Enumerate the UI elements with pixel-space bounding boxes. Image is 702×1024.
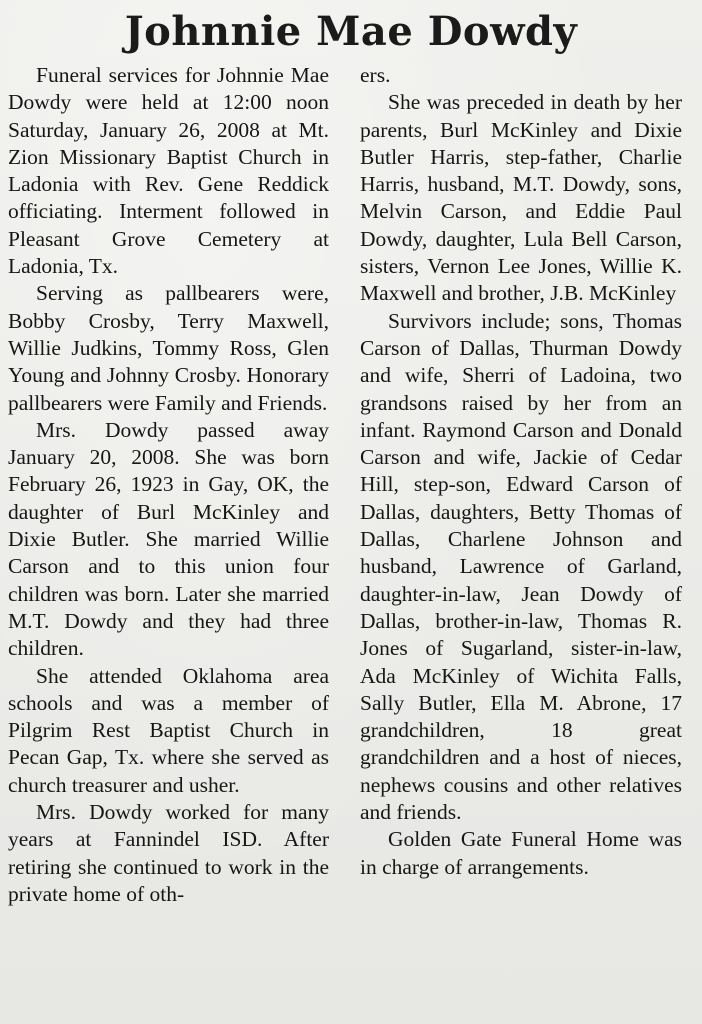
obituary-headline: Johnnie Mae Dowdy xyxy=(124,8,578,55)
paragraph-church-membership: She attended Oklahoma area schools and was a member of Pilgrim Rest Baptist Church in Pecan Gap, Tx. where she served as church treasurer and usher. xyxy=(8,663,329,797)
right-column xyxy=(360,62,682,881)
paragraph-biography: Mrs. Dowdy passed away January 20, 2008. She was born February 26, 1923 in Gay, OK, the daughter of Burl McKinley and Dixie Butler. She married Willie Carson and to this union four children was born. Later she married M.T. Dowdy and they had three children. xyxy=(8,417,329,661)
paragraph-survivors: Survivors include; sons, Thomas Carson of Dallas, Thurman Dowdy and wife, Sherri of Ladoina, two grandsons raised by her from an infant. Raymond Carson and Donald Carson and wife, Jackie of Cedar Hill, step-son, Edward Carson of Dallas, daughters, Betty Thomas of Dallas, Charlene Johnson and husband, Lawrence of Garland, daughter-in-law, Jean Dowdy of Dallas, brother-in-law, Thomas R. Jones of Sugarland, sister-in-law, Ada McKinley of Wichita Falls, Sally Butler, Ella M. Abrone, 17 grandchildren, 18 great grandchildren and a host of nieces, nephews cousins and other relatives and friends. xyxy=(360,308,682,825)
paragraph-pallbearers: Serving as pallbearers were, Bobby Crosby, Terry Maxwell, Willie Judkins, Tommy Ross, Glen Young and Johnny Crosby. Honorary pallbearers were Family and Friends. xyxy=(8,281,329,415)
paragraph-preceded-in-death: She was preceded in death by her parents, Burl McKinley and Dixie Butler Harris, step-father, Charlie Harris, husband, M.T. Dowdy, sons, Melvin Carson, and Eddie Paul Dowdy, daughter, Lula Bell Carson, sisters, Vernon Lee Jones, Willie K. Maxwell and brother, J.B. McKinley xyxy=(360,90,682,306)
left-column xyxy=(8,62,329,908)
paragraph-arrangements: Golden Gate Funeral Home was in charge of arrangements. xyxy=(360,827,682,879)
paragraph-funeral-services: Funeral services for Johnnie Mae Dowdy were held at 12:00 noon Saturday, January 26, 2008 at Mt. Zion Missionary Baptist Church in Ladonia with Rev. Gene Reddick officiating. Interment followed in Pleasant Grove Cemetery at Ladonia, Tx. xyxy=(8,63,329,279)
paragraph-employment-continued: ers. xyxy=(360,63,391,87)
paragraph-employment: Mrs. Dowdy worked for many years at Fannindel ISD. After retiring she continued to work in the private home of oth- xyxy=(8,800,329,906)
